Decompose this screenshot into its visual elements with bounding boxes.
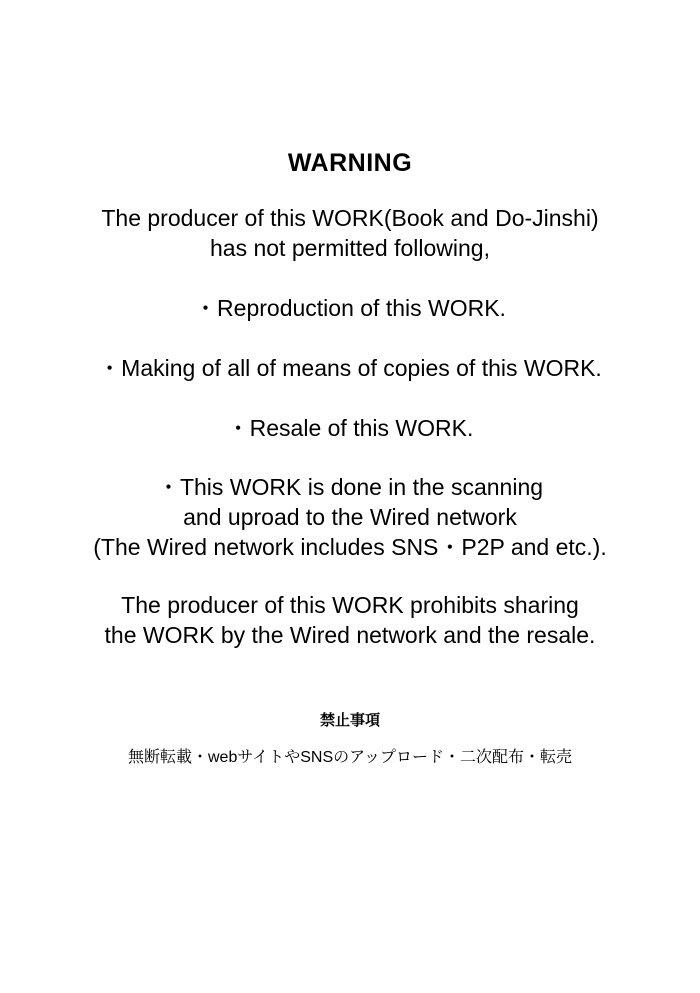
page-title: WARNING: [287, 149, 413, 177]
japanese-heading: 禁止事項: [319, 711, 380, 729]
warning-notice: [0, 148, 700, 769]
notice-paragraph-1: The producer of this WORK(Book and Do-Jinshi) has not permitted following,: [101, 205, 599, 261]
notice-paragraph-3: ・Making of all of means of copies of this WORK.: [98, 354, 602, 381]
notice-paragraph-2: ・Reproduction of this WORK.: [194, 294, 506, 321]
notice-paragraph-5: ・This WORK is done in the scanning and uproad to the Wired network (The Wired network includes SNS・P2P and etc.).: [93, 474, 607, 561]
notice-paragraph-6: The producer of this WORK prohibits sharing the WORK by the Wired network and the resale.: [104, 592, 596, 649]
notice-paragraph-4: ・Resale of this WORK.: [226, 414, 474, 441]
japanese-prohibition-line: 無断転載・webサイトやSNSのアップロード・二次配布・転売: [127, 749, 572, 767]
